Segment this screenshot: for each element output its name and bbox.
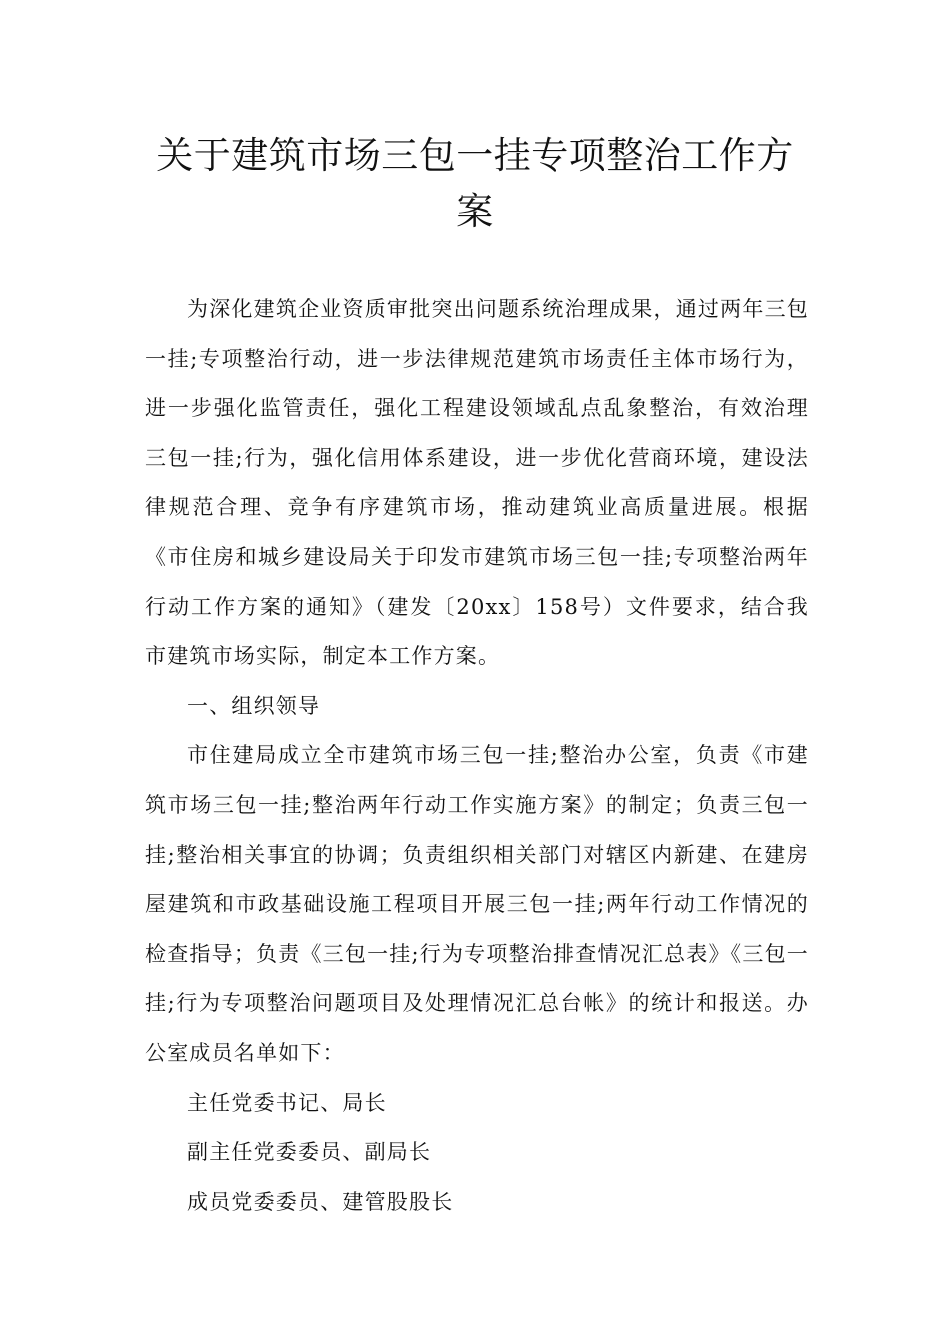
section-heading: 一、组织领导	[187, 693, 321, 718]
document-title: 关于建筑市场三包一挂专项整治工作方案	[156, 134, 794, 233]
member-line: 主任党委书记、局长	[187, 1090, 387, 1115]
document-body	[145, 285, 809, 1227]
intro-paragraph: 为深化建筑企业资质审批突出问题系统治理成果，通过两年三包一挂;专项整治行动，进一步法律规范建筑市场责任主体市场行为，进一步强化监管责任，强化工程建设领域乱点乱象整治，有效治理三包一挂;行为，强化信用体系建设，进一步优化营商环境，建设法律规范合理、竞争有序建筑市场，推动建筑业高质量进展。根据《市住房和城乡建设局关于印发市建筑市场三包一挂;专项整治两年行动工作方案的通知》（建发〔20xx〕158号）文件要求，结合我市建筑市场实际，制定本工作方案。	[145, 297, 809, 669]
member-line: 副主任党委委员、副局长	[187, 1140, 432, 1165]
member-line: 成员党委委员、建管股股长	[187, 1189, 454, 1214]
office-paragraph: 市住建局成立全市建筑市场三包一挂;整治办公室，负责《市建筑市场三包一挂;整治两年行动工作实施方案》的制定；负责三包一挂;整治相关事宜的协调；负责组织相关部门对辖区内新建、在建房屋建筑和市政基础设施工程项目开展三包一挂;两年行动工作情况的检查指导；负责《三包一挂;行为专项整治排查情况汇总表》《三包一挂;行为专项整治问题项目及处理情况汇总台帐》的统计和报送。办公室成员名单如下：	[145, 743, 809, 1065]
